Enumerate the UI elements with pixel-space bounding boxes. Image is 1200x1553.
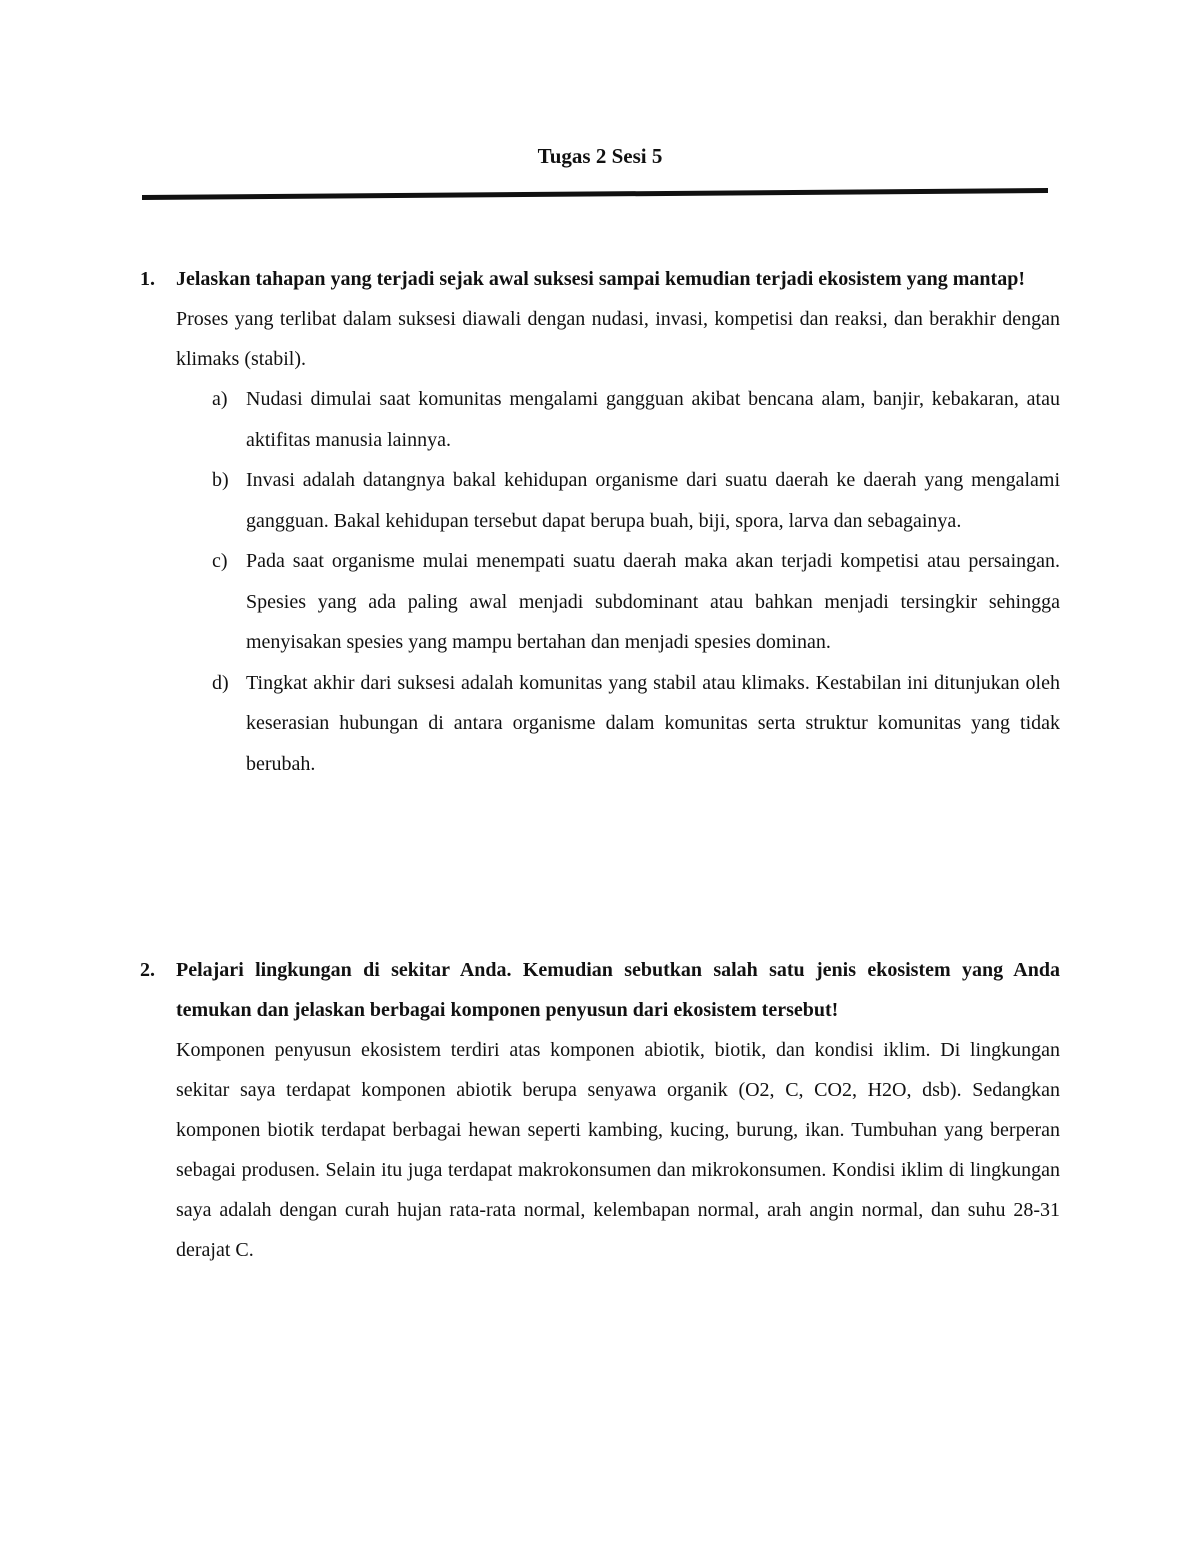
question-2-answer: Komponen penyusun ekosistem terdiri atas komponen abiotik, biotik, dan kondisi iklim. Di lingkungan sekitar saya terdapat komponen abiotik berupa senyawa organik (O2, C, CO2, H2O, dsb). Sedangkan komponen biotik terdapat berbagai hewan seperti kambing, kucing, burung, ikan. Tumbuhan yang berperan sebagai produsen. Selain itu juga terdapat makrokonsumen dan mikrokonsumen. Kondisi iklim di lingkungan saya adalah dengan curah hujan rata-rata normal, kelembapan normal, arah angin normal, dan suhu 28-31 derajat C.: [176, 1039, 1060, 1261]
title-divider: [142, 186, 1048, 202]
list-item-letter: a): [212, 388, 228, 410]
question-1-header: [140, 259, 1060, 299]
list-item: [212, 379, 1060, 460]
list-item: [212, 541, 1060, 663]
question-1-number: 1.: [140, 268, 155, 290]
list-item-text: Invasi adalah datangnya bakal kehidupan organisme dari suatu daerah ke daerah yang mengalami gangguan. Bakal kehidupan tersebut dapat berupa buah, biji, spora, larva dan sebagainya.: [246, 469, 1060, 532]
list-item-letter: d): [212, 671, 229, 694]
question-2-header: [140, 950, 1060, 1030]
list-item-text: Tingkat akhir dari suksesi adalah komunitas yang stabil atau klimaks. Kestabilan ini ditunjukan oleh keserasian hubungan di antara organisme dalam komunitas serta struktur komunitas yang tidak berubah.: [246, 671, 1060, 775]
list-item-text: Pada saat organisme mulai menempati suatu daerah maka akan terjadi kompetisi atau persaingan. Spesies yang ada paling awal menjadi subdominant atau bahkan menjadi tersingkir sehingga menyisakan spesies yang mampu bertahan dan menjadi spesies dominan.: [246, 550, 1060, 653]
list-item: [212, 663, 1060, 785]
question-2-text: Pelajari lingkungan di sekitar Anda. Kemudian sebutkan salah satu jenis ekosistem yang Anda temukan dan jelaskan berbagai komponen penyusun dari ekosistem tersebut!: [176, 959, 1060, 1021]
question-1: [140, 259, 1060, 784]
question-2-number: 2.: [140, 959, 155, 981]
question-1-text: Jelaskan tahapan yang terjadi sejak awal suksesi sampai kemudian terjadi ekosistem yang mantap!: [176, 268, 1025, 290]
page-title: Tugas 2 Sesi 5: [537, 144, 663, 168]
list-item: [212, 460, 1060, 541]
list-item-letter: c): [212, 550, 228, 572]
question-2: [140, 950, 1060, 1270]
list-item-letter: b): [212, 469, 229, 491]
question-1-sub-list: [212, 379, 1060, 784]
list-item-text: Nudasi dimulai saat komunitas mengalami gangguan akibat bencana alam, banjir, kebakaran, atau aktifitas manusia lainnya.: [246, 388, 1060, 451]
question-1-answer-intro: Proses yang terlibat dalam suksesi diawali dengan nudasi, invasi, kompetisi dan reaksi, dan berakhir dengan klimaks (stabil).: [176, 308, 1060, 370]
